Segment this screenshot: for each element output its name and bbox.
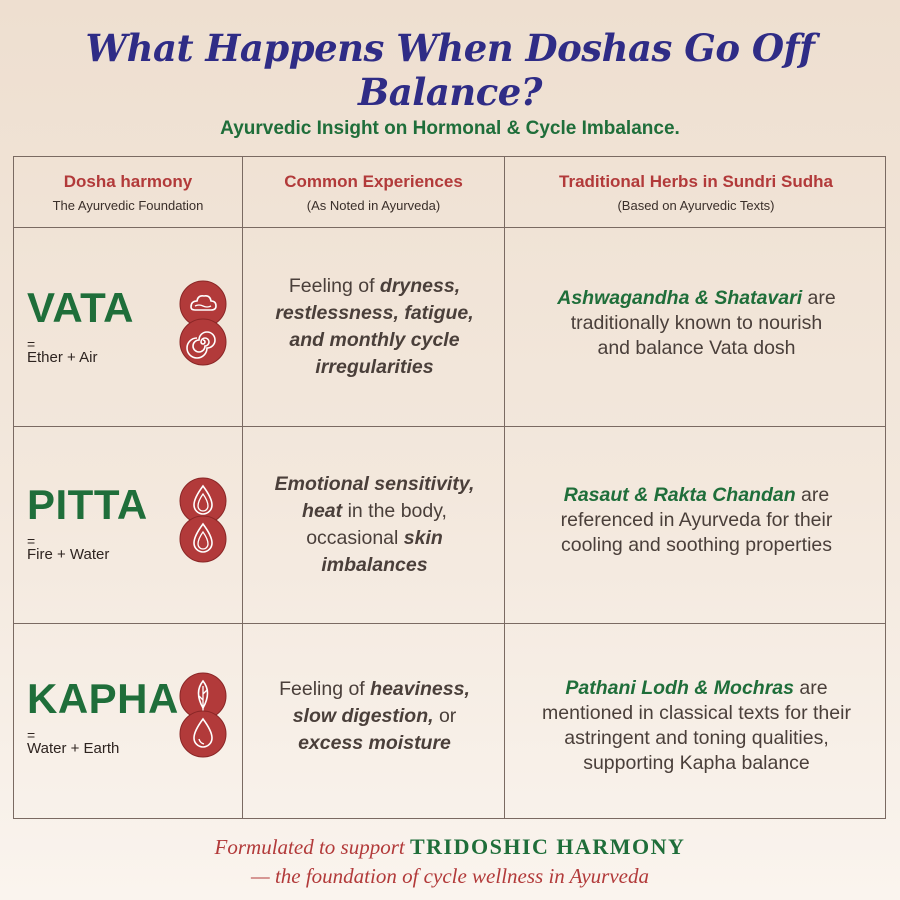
herb-cell-pitta bbox=[506, 427, 887, 623]
experience-emphasis: imbalances bbox=[321, 554, 428, 576]
experience-emphasis: dryness, bbox=[379, 275, 461, 297]
footer-prefix: Formulated to support bbox=[214, 835, 410, 859]
spiral-icon bbox=[179, 318, 227, 366]
dosha-elements: Fire + Water bbox=[27, 546, 110, 563]
footer-highlight: TRIDOSHIC HARMONY bbox=[409, 834, 686, 859]
experience-text: Feeling of bbox=[288, 275, 380, 297]
header-title: Common Experiences bbox=[284, 171, 463, 191]
herb-cell-kapha bbox=[506, 624, 887, 820]
footer-line-1 bbox=[0, 834, 900, 860]
experience-emphasis: restlessness, fatigue, bbox=[275, 302, 474, 324]
dosha-name: KAPHA bbox=[27, 675, 179, 722]
page-subtitle: Ayurvedic Insight on Hormonal & Cycle Imbalance. bbox=[220, 118, 680, 139]
footer-line-2: — the foundation of cycle wellness in Ayurveda bbox=[251, 864, 649, 888]
dosha-cell-pitta bbox=[14, 427, 243, 623]
dosha-name: VATA bbox=[27, 284, 134, 331]
herb-names: Rasaut & Rakta Chandan bbox=[563, 484, 796, 506]
experience-cell-vata bbox=[244, 228, 505, 426]
experience-emphasis: and monthly cycle bbox=[289, 329, 460, 351]
page-title: What Happens When Doshas Go Off Balance? bbox=[85, 26, 815, 114]
herb-text: astringent and toning qualities, bbox=[564, 727, 829, 749]
dosha-equals: = bbox=[27, 727, 36, 743]
header-dosha bbox=[14, 157, 242, 227]
header-subtitle: (As Noted in Ayurveda) bbox=[306, 197, 441, 213]
dosha-icons bbox=[179, 280, 229, 370]
experience-emphasis: irregularities bbox=[315, 356, 434, 378]
herb-cell-vata bbox=[506, 228, 887, 426]
dosha-table bbox=[13, 156, 886, 819]
experience-cell-kapha bbox=[244, 624, 505, 820]
herb-text: traditionally known to nourish bbox=[570, 312, 823, 334]
header-herbs bbox=[505, 157, 887, 227]
experience-cell-pitta bbox=[244, 427, 505, 623]
experience-text: occasional bbox=[306, 527, 404, 549]
herb-names: Ashwagandha & Shatavari bbox=[557, 287, 803, 309]
dosha-icons bbox=[179, 672, 229, 762]
herb-text: and balance Vata dosh bbox=[597, 337, 796, 359]
herb-text: supporting Kapha balance bbox=[583, 752, 810, 774]
header-subtitle: The Ayurvedic Foundation bbox=[52, 197, 204, 213]
experience-text: or bbox=[433, 705, 457, 727]
dosha-name: PITTA bbox=[27, 481, 148, 528]
header-subtitle: (Based on Ayurvedic Texts) bbox=[617, 197, 775, 213]
experience-emphasis: slow digestion, bbox=[292, 705, 434, 727]
experience-emphasis: heat bbox=[302, 500, 343, 522]
herb-names: Pathani Lodh & Mochras bbox=[565, 677, 794, 699]
herb-text: mentioned in classical texts for their bbox=[542, 702, 851, 724]
herb-text: are bbox=[795, 484, 830, 506]
dosha-elements: Water + Earth bbox=[27, 740, 120, 757]
experience-emphasis: skin bbox=[403, 527, 443, 549]
dosha-cell-vata bbox=[14, 228, 243, 426]
experience-emphasis: excess moisture bbox=[298, 732, 451, 754]
herb-text: are bbox=[802, 287, 836, 309]
header-title: Traditional Herbs in Sundri Sudha bbox=[559, 171, 833, 191]
dosha-equals: = bbox=[27, 533, 36, 549]
dosha-elements: Ether + Air bbox=[27, 349, 98, 366]
fire-drop-icon bbox=[179, 515, 227, 563]
herb-text: cooling and soothing properties bbox=[560, 534, 833, 556]
experience-emphasis: Emotional sensitivity, bbox=[274, 473, 475, 495]
dosha-icons bbox=[179, 477, 229, 567]
experience-emphasis: heaviness, bbox=[370, 678, 470, 700]
header-experiences bbox=[243, 157, 504, 227]
experience-text: Feeling of bbox=[279, 678, 371, 700]
herb-text: are bbox=[793, 677, 828, 699]
dosha-cell-kapha bbox=[14, 624, 243, 820]
dosha-equals: = bbox=[27, 336, 36, 352]
herb-text: referenced in Ayurveda for their bbox=[560, 509, 833, 531]
experience-text: in the body, bbox=[342, 500, 447, 522]
water-drop-icon bbox=[179, 710, 227, 758]
header-title: Dosha harmony bbox=[63, 171, 193, 191]
